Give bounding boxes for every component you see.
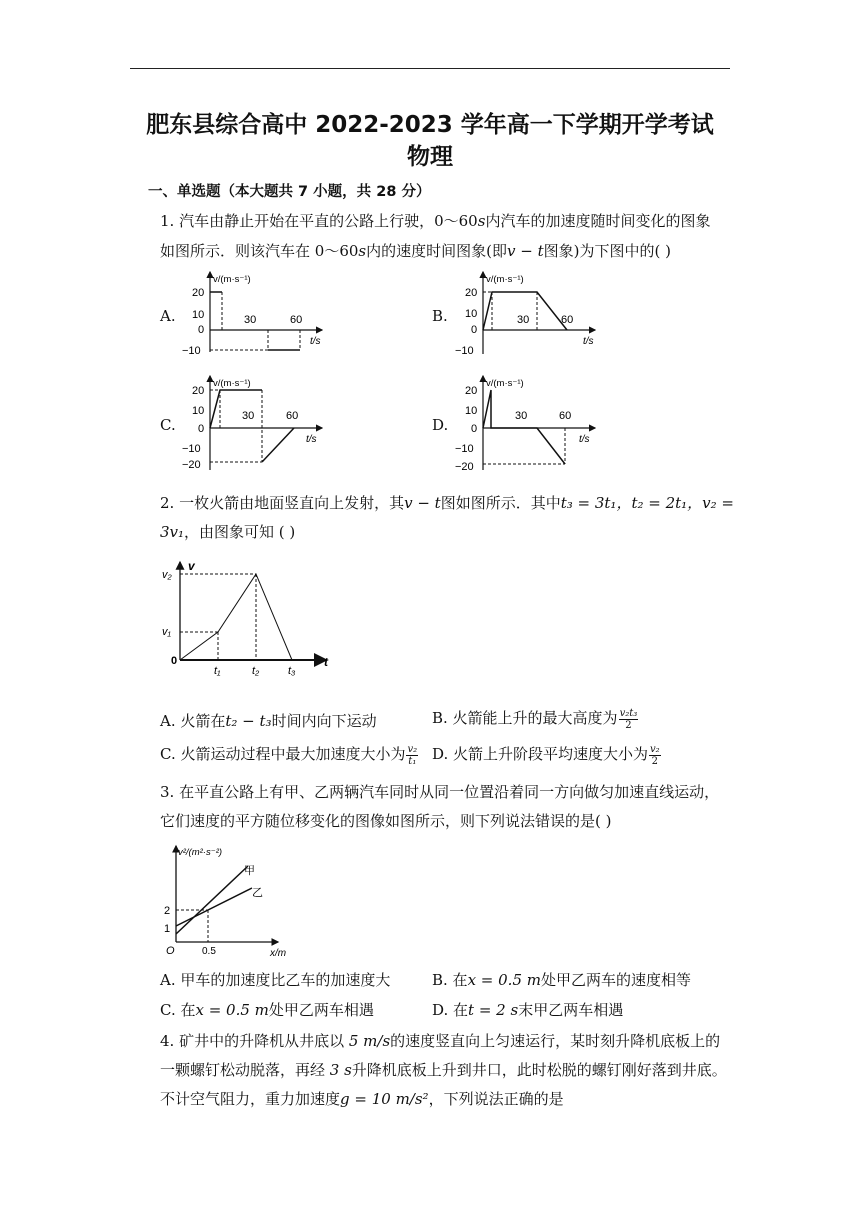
svg-text:−10: −10 — [455, 345, 474, 357]
svg-text:−10: −10 — [455, 443, 474, 455]
svg-text:0: 0 — [171, 655, 178, 667]
svg-text:20: 20 — [192, 385, 205, 397]
svg-text:v/(m·s⁻¹): v/(m·s⁻¹) — [213, 378, 251, 389]
q2-option-c: C. 火箭运动过程中最大加速度大小为 $\frac{\text{v₂}}{\text{t₁}}$ — [160, 743, 418, 767]
svg-text:t/s: t/s — [583, 336, 594, 347]
svg-text:v₁: v₁ — [162, 626, 171, 638]
svg-text:30: 30 — [515, 410, 528, 422]
svg-text:60: 60 — [559, 410, 572, 422]
q2-option-a: A. 火箭在t₂ − t₃时间内向下运动 — [160, 712, 377, 730]
svg-text:v: v — [188, 559, 195, 573]
q4-line2: 一颗螺钉松动脱落，再经 3 s升降机底板上升到井口，此时松脱的螺钉刚好落到井底。 — [160, 1061, 727, 1079]
q1-graph-b — [455, 268, 600, 360]
svg-text:0: 0 — [198, 423, 205, 435]
svg-text:乙: 乙 — [252, 887, 263, 899]
q1-graph-a — [182, 268, 327, 360]
svg-text:−20: −20 — [455, 461, 474, 473]
svg-text:t₃: t₃ — [288, 665, 296, 677]
svg-text:O: O — [166, 945, 175, 957]
svg-text:v²/(m²·s⁻²): v²/(m²·s⁻²) — [178, 847, 223, 858]
svg-text:v/(m·s⁻¹): v/(m·s⁻¹) — [213, 274, 251, 285]
svg-text:v/(m·s⁻¹): v/(m·s⁻¹) — [486, 274, 524, 285]
svg-text:2: 2 — [164, 905, 171, 917]
svg-text:v/(m·s⁻¹): v/(m·s⁻¹) — [486, 378, 524, 389]
exam-title: 肥东县综合高中 2022-2023 学年高一下学期开学考试 — [146, 112, 714, 138]
svg-text:t/s: t/s — [306, 434, 317, 445]
svg-text:−20: −20 — [182, 459, 201, 471]
svg-text:30: 30 — [517, 314, 530, 326]
svg-text:10: 10 — [192, 309, 205, 321]
svg-text:甲: 甲 — [244, 865, 255, 877]
q3-line1: 3. 在平直公路上有甲、乙两辆汽车同时从同一位置沿着同一方向做匀加速直线运动， — [160, 783, 720, 801]
svg-text:20: 20 — [465, 287, 478, 299]
header-rule — [130, 68, 730, 69]
q3-line2: 它们速度的平方随位移变化的图像如图所示，则下列说法错误的是( ) — [160, 812, 612, 830]
svg-text:10: 10 — [465, 308, 478, 320]
svg-text:t₁: t₁ — [214, 665, 221, 677]
q3-graph — [160, 842, 295, 960]
section-heading: 一、单选题（本大题共 7 小题，共 28 分） — [148, 184, 431, 200]
q3-option-a: A. 甲车的加速度比乙车的加速度大 — [160, 971, 391, 989]
svg-text:30: 30 — [242, 410, 255, 422]
svg-text:0: 0 — [198, 324, 205, 336]
q2-vt-graph — [160, 556, 335, 678]
svg-text:t/s: t/s — [579, 434, 590, 445]
exam-subject: 物理 — [407, 144, 453, 170]
q1-line2: 如图所示．则该汽车在 0～60s内的速度时间图象(即v − t图象)为下图中的( ) — [160, 242, 671, 260]
svg-text:0: 0 — [471, 423, 478, 435]
svg-text:−10: −10 — [182, 345, 201, 357]
svg-text:30: 30 — [244, 314, 257, 326]
svg-text:60: 60 — [561, 314, 574, 326]
svg-text:0.5: 0.5 — [202, 946, 216, 957]
svg-text:10: 10 — [192, 405, 205, 417]
q2-option-d: D. 火箭上升阶段平均速度大小为 $\frac{\text{v₂}}{2}$ — [432, 743, 660, 767]
svg-text:t/s: t/s — [310, 336, 321, 347]
q1-option-d-label: D. — [432, 416, 449, 434]
q3-option-b: B. 在x = 0.5 m处甲乙两车的速度相等 — [432, 971, 691, 989]
q1-option-a-label: A. — [160, 307, 176, 325]
svg-text:60: 60 — [286, 410, 299, 422]
q4-line3: 不计空气阻力，重力加速度g = 10 m/s²，下列说法正确的是 — [160, 1090, 564, 1108]
q3-option-c: C. 在x = 0.5 m处甲乙两车相遇 — [160, 1001, 374, 1019]
q2-option-b: B. 火箭能上升的最大高度为 $\frac{\text{v₂t₃}}{2}$ — [432, 707, 638, 731]
q4-line1: 4. 矿井中的升降机从井底以 5 m/s的速度竖直向上匀速运行，某时刻升降机底板上的 — [160, 1032, 721, 1050]
svg-text:t: t — [324, 655, 328, 669]
q2-line2: 3v₁，由图象可知 ( ) — [160, 523, 296, 541]
q2-line1: 2. 一枚火箭由地面竖直向上发射，其v − t图如图所示．其中t₃ = 3t₁，t₂ = 2t₁，v₂ = — [160, 494, 735, 512]
svg-text:0: 0 — [471, 324, 478, 336]
svg-text:v₂: v₂ — [162, 569, 172, 581]
svg-text:t₂: t₂ — [252, 665, 260, 677]
svg-text:10: 10 — [465, 405, 478, 417]
svg-text:20: 20 — [192, 287, 205, 299]
q1-graph-c — [182, 372, 327, 474]
svg-text:1: 1 — [164, 923, 171, 935]
q1-option-c-label: C. — [160, 416, 176, 434]
svg-text:−10: −10 — [182, 443, 201, 455]
svg-text:60: 60 — [290, 314, 303, 326]
q1-graph-d — [455, 372, 600, 474]
svg-text:20: 20 — [465, 385, 478, 397]
svg-text:x/m: x/m — [270, 948, 287, 959]
q1-option-b-label: B. — [432, 307, 448, 325]
q1-line1: 1. 汽车由静止开始在平直的公路上行驶，0～60s内汽车的加速度随时间变化的图象 — [160, 212, 711, 230]
q3-option-d: D. 在t = 2 s末甲乙两车相遇 — [432, 1001, 624, 1019]
